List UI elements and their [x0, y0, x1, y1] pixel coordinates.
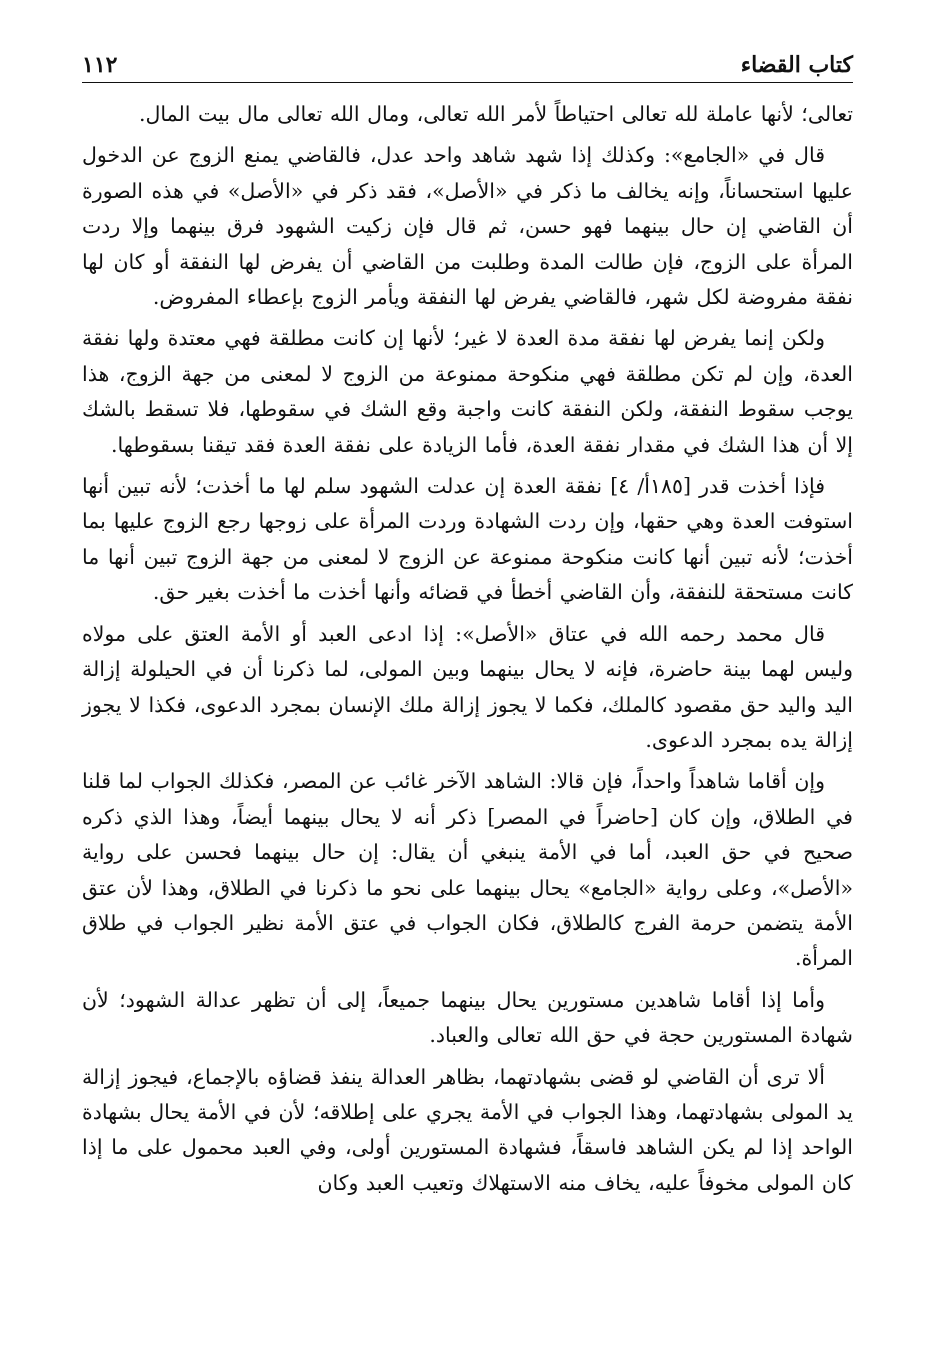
running-title: كتاب القضاء	[740, 52, 853, 78]
paragraph: قال محمد رحمه الله في عتاق «الأصل»: إذا ادعى العبد أو الأمة العتق على مولاه وليس لهما بينة حاضرة، فإنه لا يحال بينهما وبين المولى، لما ذكرنا أن في الحيلولة إزالة اليد واليد حق مقصود كالملك، فكما لا يجوز إزالة ملك الإنسان بمجرد الدعوى، فكذا لا يجوز إزالة يده بمجرد الدعوى.	[82, 621, 853, 752]
paragraph: وإن أقاما شاهداً واحداً، فإن قالا: الشاهد الآخر غائب عن المصر، فكذلك الجواب لما قلنا في الطلاق، وإن كان [حاضراً في المصر] ذكر أنه لا يحال بينهما أيضاً، وهذا الذي ذكره صحيح في حق العبد، أما في الأمة ينبغي أن يقال: إن حال بينهما فحسن على رواية «الأصل»، وعلى رواية «الجامع» يحال بينهما على نحو ما ذكرنا في الطلاق، وهذا لأن عتق الأمة يتضمن حرمة الفرج كالطلاق، فكان الجواب في عتق الأمة نظير الجواب في طلاق المرأة.	[82, 769, 853, 971]
paragraph: فإذا أخذت قدر [١٨٥أ/ ٤] نفقة العدة إن عدلت الشهود سلم لها ما أخذت؛ لأنه تبين أنها استوفت العدة وهي حقها، وإن ردت الشهادة وردت المرأة على زوجها رجع الزوج عليها بما أخذت؛ لأنه تبين أنها كانت منكوحة ممنوعة عن الزوج لا لمعنى من جهة الزوج تبين أنها ما كانت مستحقة للنفقة، وأن القاضي أخطأ في قضائه وأنها أخذت ما أخذت بغير حق.	[82, 474, 853, 605]
page-header	[82, 38, 853, 83]
page-number: ١١٢	[82, 52, 118, 78]
paragraph: ولكن إنما يفرض لها نفقة مدة العدة لا غير؛ لأنها إن كانت مطلقة فهي معتدة ولها نفقة العدة، وإن لم تكن مطلقة فهي منكوحة ممنوعة من الزوج لا لمعنى من جهة الزوج، هذا يوجب سقوط النفقة، ولكن النفقة كانت واجبة وقع الشك في سقوطها، فلا تسقط بالشك إلا أن هذا الشك في مقدار نفقة العدة، فأما الزيادة على نفقة العدة فقد تيقنا بسقوطها.	[82, 326, 853, 457]
book-page	[82, 38, 853, 1347]
page-body	[82, 97, 853, 1201]
paragraph: وأما إذا أقاما شاهدين مستورين يحال بينهما جميعاً، إلى أن تظهر عدالة الشهود؛ لأن شهادة المستورين حجة في حق الله تعالى والعباد.	[82, 987, 853, 1048]
paragraph: ألا ترى أن القاضي لو قضى بشهادتهما، بظاهر العدالة ينفذ قضاؤه بالإجماع، فيجوز إزالة يد المولى بشهادتهما، وهذا الجواب في الأمة يجري على إطلاقه؛ لأن في الأمة يحال بشهادة الواحد إذا لم يكن الشاهد فاسقاً، فشهادة المستورين أولى، وفي العبد محمول على ما إذا كان المولى مخوفاً عليه، يخاف منه الاستهلاك وتعيب العبد وكان	[82, 1064, 853, 1195]
paragraph-continuation: تعالى؛ لأنها عاملة لله تعالى احتياطاً لأمر الله تعالى، ومال الله تعالى مال بيت المال.	[139, 102, 853, 126]
paragraph: قال في «الجامع»: وكذلك إذا شهد شاهد واحد عدل، فالقاضي يمنع الزوج عن الدخول عليها استحساناً، وإنه يخالف ما ذكر في «الأصل»، فقد ذكر في «الأصل» في هذه الصورة أن القاضي إن حال بينهما فهو حسن، ثم قال فإن زكيت الشهود فرق بينهما وإلا ردت المرأة على الزوج، فإن طالت المدة وطلبت من القاضي أن يفرض لها النفقة أو كان لها نفقة مفروضة لكل شهر، فالقاضي يفرض لها النفقة ويأمر الزوج بإعطاء المفروض.	[82, 143, 853, 310]
